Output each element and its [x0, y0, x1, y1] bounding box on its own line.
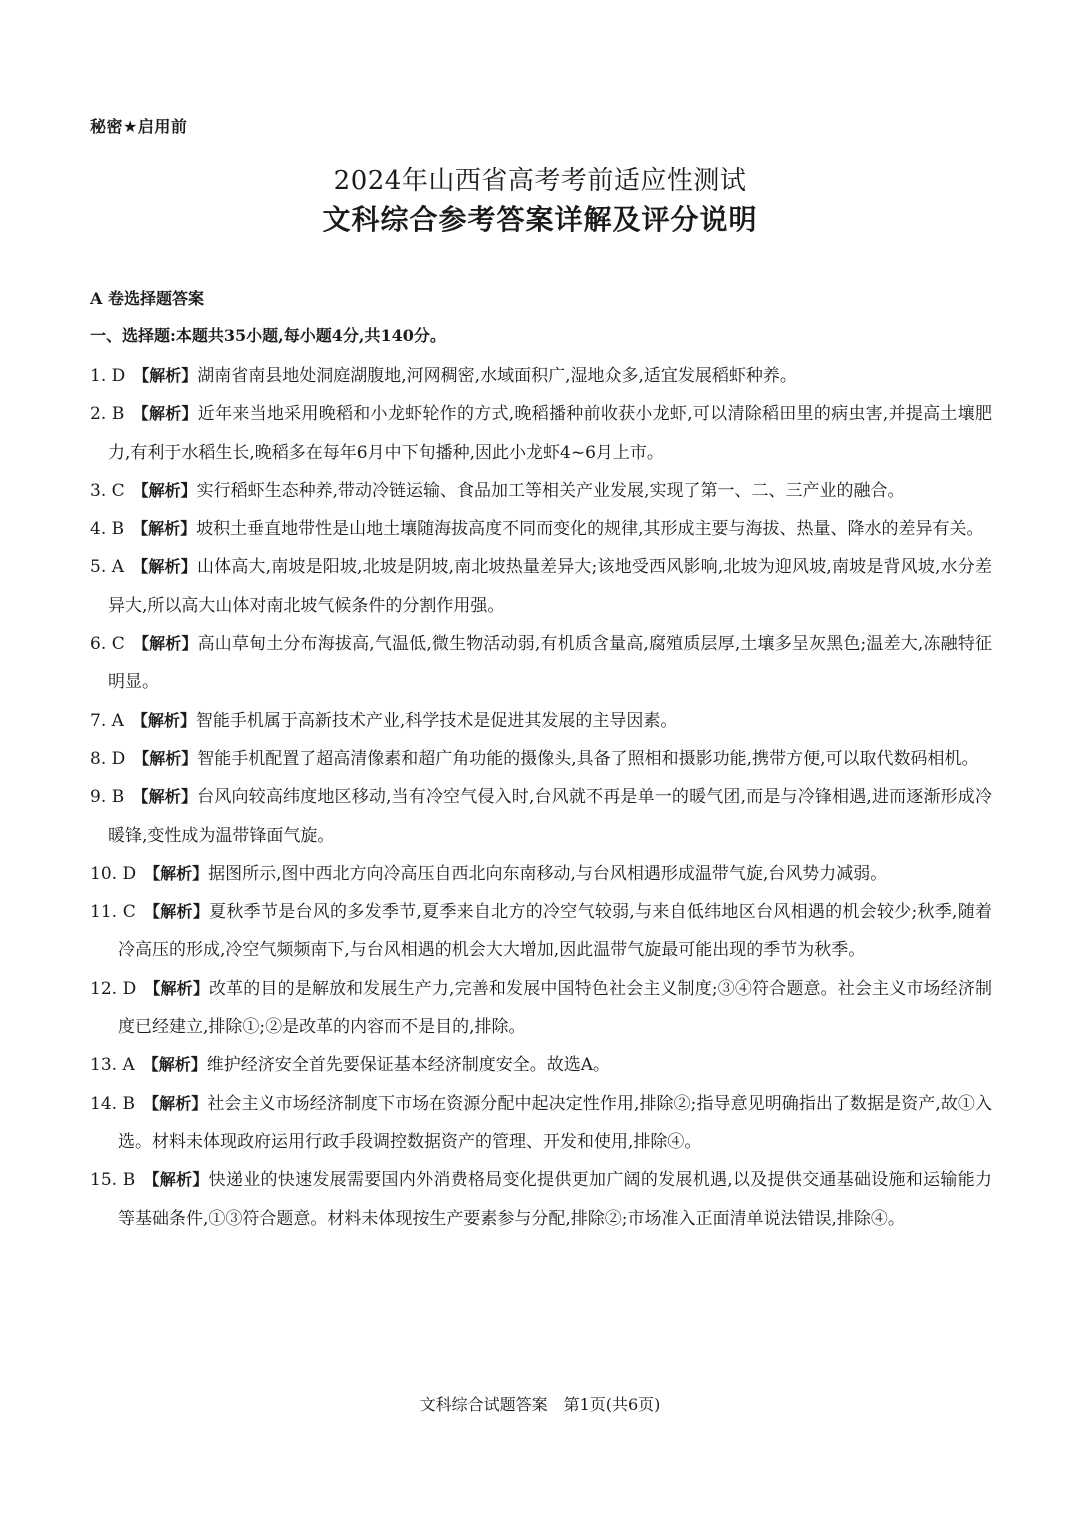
answer-item	[90, 395, 992, 472]
section-choice-heading: 一、选择题:本题共35小题,每小题4分,共140分。	[90, 326, 446, 345]
secret-label: 秘密★启用前	[90, 117, 188, 136]
answer-item	[90, 1046, 992, 1084]
analysis-tag: 【解析】	[143, 902, 210, 922]
answer-text: 快递业的快速发展需要国内外消费格局变化提供更加广阔的发展机遇,以及提供交通基础设施和运输能力等基础条件,①③符合题意。材料未体现按生产要素参与分配,排除②;市场准入正面清单说法错误,排除④。	[118, 1170, 992, 1229]
answer-number: 7. A	[90, 710, 124, 731]
answer-item	[90, 740, 992, 778]
answer-item	[90, 970, 992, 1047]
answer-number: 10. D	[90, 863, 137, 884]
answer-text: 高山草甸土分布海拔高,气温低,微生物活动弱,有机质含量高,腐殖质层厚,土壤多呈灰黑色;温差大,冻融特征明显。	[108, 634, 992, 693]
analysis-tag: 【解析】	[144, 863, 209, 883]
answer-text: 台风向较高纬度地区移动,当有冷空气侵入时,台风就不再是单一的暖气团,而是与冷锋相遇,进而逐渐形成冷暖锋,变性成为温带锋面气旋。	[108, 787, 992, 846]
answer-text: 坡积土垂直地带性是山地土壤随海拔高度不同而变化的规律,其形成主要与海拔、热量、降水的差异有关。	[196, 519, 984, 540]
analysis-tag: 【解析】	[142, 1055, 207, 1075]
answer-text: 改革的目的是解放和发展生产力,完善和发展中国特色社会主义制度;③④符合题意。社会主义市场经济制度已经建立,排除①;②是改革的内容而不是目的,排除。	[118, 978, 992, 1038]
answer-text: 社会主义市场经济制度下市场在资源分配中起决定性作用,排除②;指导意见明确指出了数据是资产,故①入选。材料未体现政府运用行政手段调控数据资产的管理、开发和使用,排除④。	[118, 1093, 992, 1152]
answer-number: 8. D	[90, 748, 126, 769]
answer-item	[90, 510, 992, 548]
analysis-tag: 【解析】	[133, 366, 198, 385]
answer-number: 15. B	[90, 1170, 136, 1191]
answer-item	[90, 472, 992, 510]
answer-item	[90, 893, 992, 970]
answer-list	[90, 357, 992, 1238]
answer-number: 4. B	[90, 519, 125, 540]
answer-number: 5. A	[90, 557, 125, 578]
answer-number: 6. C	[90, 634, 125, 655]
answer-item	[90, 1085, 992, 1162]
answer-item	[90, 1161, 992, 1238]
answer-text: 智能手机配置了超高清像素和超广角功能的摄像头,具备了照相和摄影功能,携带方便,可以取代数码相机。	[197, 748, 979, 769]
answer-item	[90, 625, 992, 702]
analysis-tag: 【解析】	[131, 710, 196, 730]
answer-text: 维护经济安全首先要保证基本经济制度安全。故选A。	[206, 1055, 611, 1076]
analysis-tag: 【解析】	[132, 519, 197, 539]
answer-title: 文科综合参考答案详解及评分说明	[322, 203, 758, 236]
answer-text: 智能手机属于高新技术产业,科学技术是促进其发展的主导因素。	[195, 710, 678, 731]
answer-item	[90, 778, 992, 855]
answer-text: 近年来当地采用晚稻和小龙虾轮作的方式,晚稻播种前收获小龙虾,可以清除稻田里的病虫害,并提高土壤肥力,有利于水稻生长,晚稻多在每年6月中下旬播种,因此小龙虾4~6月上市。	[108, 404, 992, 463]
analysis-tag: 【解析】	[133, 748, 198, 768]
answer-number: 1. D	[90, 366, 126, 386]
answer-text: 湖南省南县地处洞庭湖腹地,河网稠密,水域面积广,湿地众多,适宜发展稻虾种养。	[197, 366, 797, 386]
answer-item	[90, 548, 992, 625]
analysis-tag: 【解析】	[132, 634, 198, 654]
answer-number: 14. B	[90, 1093, 135, 1114]
answer-text: 夏秋季节是台风的多发季节,夏季来自北方的冷空气较弱,与来自低纬地区台风相遇的机会较少;秋季,随着冷高压的形成,冷空气频频南下,与台风相遇的机会大大增加,因此温带气旋最可能出现的季节为秋季。	[118, 902, 993, 961]
answer-item	[90, 357, 992, 395]
answer-number: 13. A	[90, 1055, 135, 1076]
answer-item	[90, 702, 992, 740]
page-footer: 文科综合试题答案 第1页(共6页)	[419, 1395, 661, 1414]
analysis-tag: 【解析】	[132, 557, 197, 577]
exam-title: 2024年山西省高考考前适应性测试	[333, 166, 747, 196]
answer-number: 3. C	[90, 480, 125, 501]
analysis-tag: 【解析】	[143, 1170, 209, 1190]
answer-text: 实行稻虾生态种养,带动冷链运输、食品加工等相关产业发展,实现了第一、二、三产业的融合。	[196, 480, 905, 501]
analysis-tag: 【解析】	[132, 787, 198, 807]
answer-number: 11. C	[90, 902, 136, 923]
analysis-tag: 【解析】	[143, 1093, 208, 1113]
analysis-tag: 【解析】	[132, 404, 198, 424]
answer-item	[90, 855, 992, 893]
answer-number: 2. B	[90, 404, 125, 425]
answer-text: 山体高大,南坡是阳坡,北坡是阴坡,南北坡热量差异大;该地受西风影响,北坡为迎风坡,南坡是背风坡,水分差异大,所以高大山体对南北坡气候条件的分割作用强。	[108, 557, 992, 616]
answer-number: 12. D	[90, 978, 137, 999]
analysis-tag: 【解析】	[144, 978, 209, 998]
answer-number: 9. B	[90, 787, 125, 808]
answer-text: 据图所示,图中西北方向冷高压自西北向东南移动,与台风相遇形成温带气旋,台风势力减弱。	[208, 863, 888, 884]
analysis-tag: 【解析】	[132, 480, 197, 500]
section-a-heading: A 卷选择题答案	[90, 289, 204, 308]
